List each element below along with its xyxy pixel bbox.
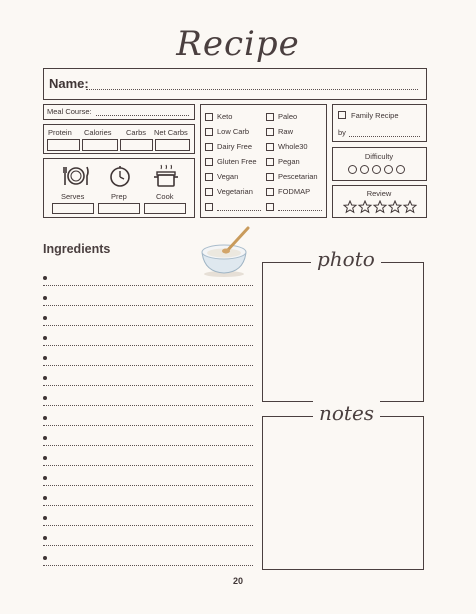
checkbox-gluten-free[interactable] xyxy=(205,158,213,166)
nutrition-box xyxy=(43,124,195,154)
star-icon xyxy=(374,201,386,212)
star-icon xyxy=(344,201,356,212)
bowl-whisk-icon xyxy=(196,224,256,280)
difficulty-circle-3[interactable] xyxy=(372,165,381,174)
family-recipe-label: Family Recipe xyxy=(351,111,399,120)
ingredient-line[interactable] xyxy=(43,405,253,406)
clock-icon xyxy=(108,164,132,188)
ingredient-line[interactable] xyxy=(43,325,253,326)
ingredient-line[interactable] xyxy=(43,485,253,486)
checkbox-low-carb[interactable] xyxy=(205,128,213,136)
cook-label: Cook xyxy=(156,192,174,201)
ingredient-bullet xyxy=(43,456,47,460)
ingredient-bullet xyxy=(43,296,47,300)
star-icon xyxy=(404,201,416,212)
diet-label-pescetarian: Pescetarian xyxy=(278,172,318,181)
checkbox-whole30[interactable] xyxy=(266,143,274,151)
by-label: by xyxy=(338,128,346,137)
diet-box xyxy=(200,104,327,218)
ingredient-bullet xyxy=(43,376,47,380)
custom-diet-field-left[interactable] xyxy=(217,210,261,211)
ingredient-bullet xyxy=(43,476,47,480)
time-box xyxy=(43,158,195,218)
meal-course-field[interactable] xyxy=(96,115,189,116)
ingredient-bullet xyxy=(43,416,47,420)
cook-field[interactable] xyxy=(144,203,186,214)
custom-diet-field-right[interactable] xyxy=(278,210,322,211)
ingredient-line[interactable] xyxy=(43,465,253,466)
prep-field[interactable] xyxy=(98,203,140,214)
name-box xyxy=(43,68,427,100)
diet-label-low-carb: Low Carb xyxy=(217,127,250,136)
ingredient-bullet xyxy=(43,436,47,440)
star-icon xyxy=(389,201,401,212)
ingredient-bullet xyxy=(43,556,47,560)
diet-label-vegan: Vegan xyxy=(217,172,239,181)
checkbox-pescetarian[interactable] xyxy=(266,173,274,181)
ingredient-bullet xyxy=(43,516,47,520)
ingredients-heading: Ingredients xyxy=(43,242,111,256)
calories-field[interactable] xyxy=(82,139,118,151)
ingredient-bullet xyxy=(43,496,47,500)
diet-label-dairy-free: Dairy Free xyxy=(217,142,253,151)
ingredient-bullet xyxy=(43,276,47,280)
net-carbs-field[interactable] xyxy=(155,139,190,151)
ingredient-line[interactable] xyxy=(43,545,253,546)
meal-course-label: Meal Course: xyxy=(47,107,92,116)
difficulty-box xyxy=(332,147,427,181)
serves-field[interactable] xyxy=(52,203,94,214)
nutrition-header-protein: Protein xyxy=(48,128,72,137)
ingredient-bullet xyxy=(43,396,47,400)
ingredient-line[interactable] xyxy=(43,445,253,446)
checkbox-dairy-free[interactable] xyxy=(205,143,213,151)
photo-box[interactable] xyxy=(262,247,424,402)
ingredient-line[interactable] xyxy=(43,305,253,306)
carbs-field[interactable] xyxy=(120,139,153,151)
ingredient-line[interactable] xyxy=(43,385,253,386)
checkbox-family-recipe[interactable] xyxy=(338,111,346,119)
checkbox-custom-right[interactable] xyxy=(266,203,274,211)
name-label: Name: xyxy=(49,76,89,91)
meal-course-box xyxy=(43,104,195,120)
review-label: Review xyxy=(366,189,392,198)
notes-box[interactable] xyxy=(262,401,424,570)
checkbox-custom-left[interactable] xyxy=(205,203,213,211)
diet-label-paleo: Paleo xyxy=(278,112,298,121)
nutrition-header-net-carbs: Net Carbs xyxy=(154,128,188,137)
ingredient-line[interactable] xyxy=(43,525,253,526)
star-icon xyxy=(359,201,371,212)
nutrition-header-carbs: Carbs xyxy=(126,128,147,137)
by-field[interactable] xyxy=(349,136,420,137)
diet-label-whole30: Whole30 xyxy=(278,142,308,151)
name-field[interactable] xyxy=(86,89,418,90)
difficulty-circle-1[interactable] xyxy=(348,165,357,174)
photo-label: photo xyxy=(311,247,381,271)
checkbox-pegan[interactable] xyxy=(266,158,274,166)
ingredient-line[interactable] xyxy=(43,345,253,346)
difficulty-label: Difficulty xyxy=(364,152,394,161)
ingredient-line[interactable] xyxy=(43,505,253,506)
checkbox-paleo[interactable] xyxy=(266,113,274,121)
checkbox-raw[interactable] xyxy=(266,128,274,136)
nutrition-header-calories: Calories xyxy=(84,128,112,137)
difficulty-circle-5[interactable] xyxy=(396,165,405,174)
diet-label-vegetarian: Vegetarian xyxy=(217,187,253,196)
page-title: Recipe xyxy=(176,24,300,64)
diet-label-gluten-free: Gluten Free xyxy=(217,157,257,166)
checkbox-fodmap[interactable] xyxy=(266,188,274,196)
serves-label: Serves xyxy=(61,192,85,201)
diet-label-keto: Keto xyxy=(217,112,233,121)
difficulty-circle-2[interactable] xyxy=(360,165,369,174)
ingredient-line[interactable] xyxy=(43,565,253,566)
ingredient-bullet xyxy=(43,316,47,320)
checkbox-keto[interactable] xyxy=(205,113,213,121)
prep-label: Prep xyxy=(111,192,127,201)
ingredient-bullet xyxy=(43,356,47,360)
page-number: 20 xyxy=(232,576,243,586)
review-box xyxy=(332,185,427,218)
difficulty-circle-4[interactable] xyxy=(384,165,393,174)
checkbox-vegan[interactable] xyxy=(205,173,213,181)
diet-label-raw: Raw xyxy=(278,127,294,136)
fork-knife-plate-icon xyxy=(62,165,90,187)
ingredient-line[interactable] xyxy=(43,285,253,286)
checkbox-vegetarian[interactable] xyxy=(205,188,213,196)
protein-field[interactable] xyxy=(47,139,80,151)
diet-label-pegan: Pegan xyxy=(278,157,300,166)
review-stars xyxy=(343,200,417,214)
diet-label-fodmap: FODMAP xyxy=(278,187,311,196)
cooking-pot-icon xyxy=(152,163,180,189)
family-recipe-box xyxy=(332,104,427,142)
ingredient-bullet xyxy=(43,536,47,540)
ingredient-line[interactable] xyxy=(43,425,253,426)
ingredient-bullet xyxy=(43,336,47,340)
notes-label: notes xyxy=(313,401,380,425)
ingredient-line[interactable] xyxy=(43,365,253,366)
